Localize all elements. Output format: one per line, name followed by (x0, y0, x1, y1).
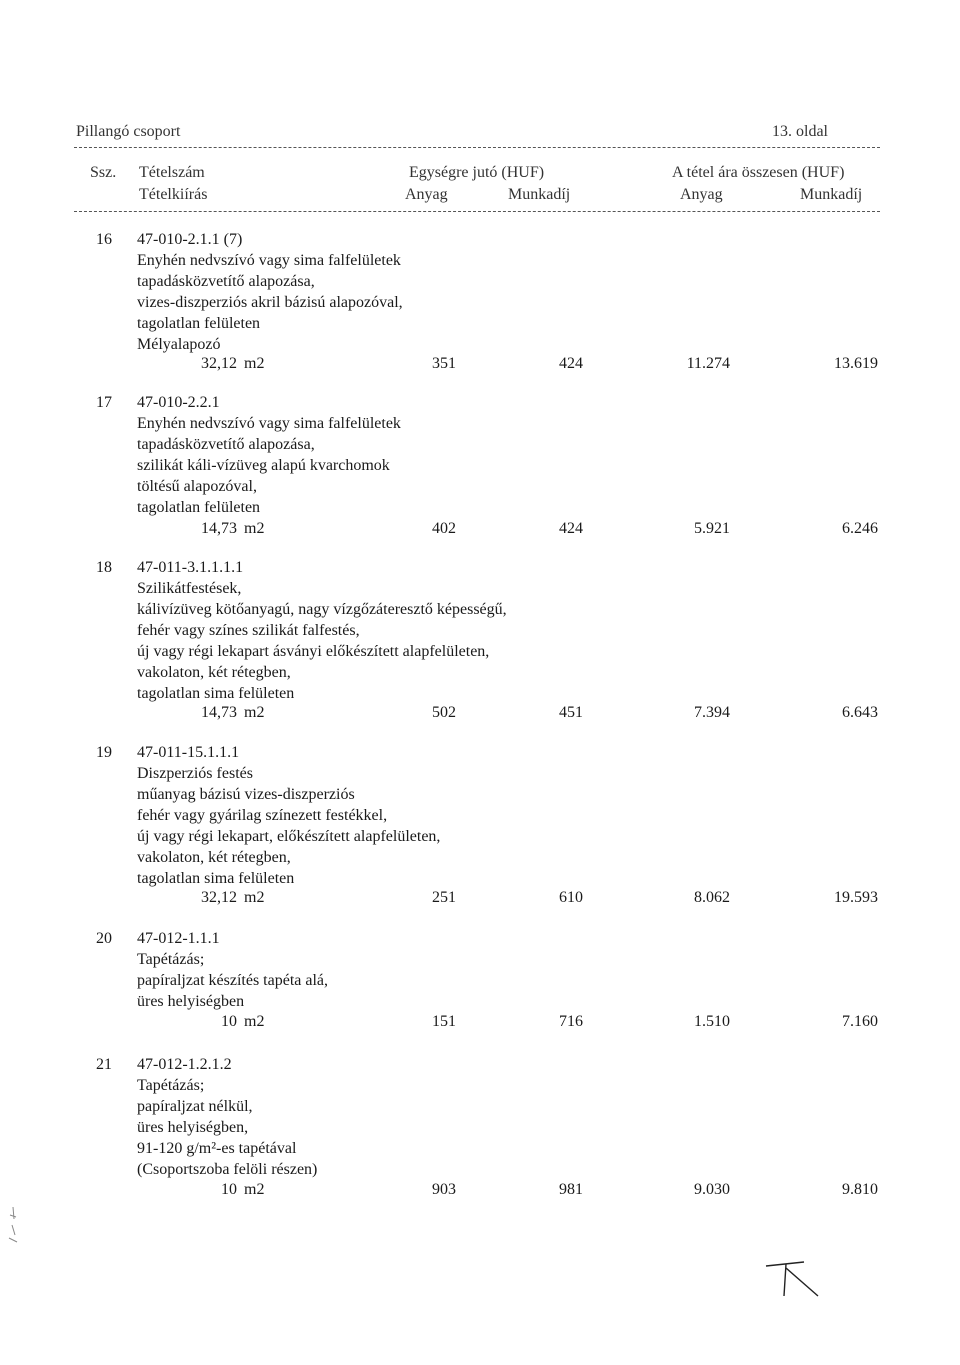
col-unit-price-header: Egységre jutó (HUF) (409, 164, 545, 181)
desc-line: kálivízüveg kötőanyagú, nagy vízgőzáteresztő képességű, (137, 601, 507, 618)
desc-line: új vagy régi lekapart ásványi előkészített alapfelületen, (137, 643, 490, 660)
unit-labor-price: 451 (559, 704, 583, 721)
desc-line: Tapétázás; (137, 951, 205, 968)
col-total-header: A tétel ára összesen (HUF) (672, 164, 845, 181)
quantity-value: 14,73 (201, 704, 237, 721)
quantity-value: 10 (221, 1013, 237, 1030)
col-code-header: Tételszám (139, 164, 205, 181)
desc-line: Szilikátfestések, (137, 580, 242, 597)
desc-line: vizes-diszperziós akril bázisú alapozóval, (137, 294, 403, 311)
total-material-price: 11.274 (686, 355, 730, 372)
desc-line: új vagy régi lekapart, előkészített alapfelületen, (137, 828, 441, 845)
scan-margin-mark (6, 1205, 20, 1245)
header-rule-bottom (74, 211, 880, 212)
item-description (137, 1075, 317, 1180)
total-material-price: 5.921 (694, 520, 730, 537)
col-no-header: Ssz. (90, 164, 117, 181)
desc-line: vakolaton, két rétegben, (137, 849, 291, 866)
total-labor-price: 6.246 (842, 520, 878, 537)
item-number: 20 (96, 930, 112, 947)
total-labor-price: 7.160 (842, 1013, 878, 1030)
desc-line: tagolatlan sima felületen (137, 870, 295, 887)
total-material-price: 8.062 (694, 889, 730, 906)
total-labor-price: 13.619 (834, 355, 878, 372)
quantity-unit: m2 (244, 889, 265, 906)
desc-line: tagolatlan sima felületen (137, 685, 295, 702)
unit-labor-price: 424 (559, 355, 583, 372)
total-material-price: 7.394 (694, 704, 730, 721)
desc-line: fehér vagy gyárilag színezett festékkel, (137, 807, 388, 824)
quantity-unit: m2 (244, 355, 265, 372)
quantity-unit: m2 (244, 704, 265, 721)
group-name: Pillangó csoport (76, 123, 181, 140)
unit-material-price: 151 (432, 1013, 456, 1030)
desc-line: Tapétázás; (137, 1077, 205, 1094)
item-code: 47-011-3.1.1.1.1 (137, 559, 244, 576)
desc-line: vakolaton, két rétegben, (137, 664, 291, 681)
desc-line: tapadásközvetítő alapozása, (137, 436, 315, 453)
total-material-price: 1.510 (694, 1013, 730, 1030)
total-labor-price: 6.643 (842, 704, 878, 721)
item-code: 47-010-2.2.1 (137, 394, 220, 411)
unit-labor-price: 610 (559, 889, 583, 906)
header-rule-top (74, 147, 880, 148)
col-total-labor-header: Munkadíj (800, 186, 863, 203)
desc-line: üres helyiségben, (137, 1119, 249, 1136)
unit-material-price: 251 (432, 889, 456, 906)
desc-line: Diszperziós festés (137, 765, 253, 782)
item-number: 18 (96, 559, 112, 576)
unit-labor-price: 716 (559, 1013, 583, 1030)
quantity-value: 32,12 (201, 889, 237, 906)
unit-material-price: 351 (432, 355, 456, 372)
desc-line: tapadásközvetítő alapozása, (137, 273, 315, 290)
quantity-unit: m2 (244, 1181, 265, 1198)
item-number: 19 (96, 744, 112, 761)
desc-line: töltésű alapozóval, (137, 478, 257, 495)
item-description (137, 763, 440, 889)
item-code: 47-010-2.1.1 (7) (137, 231, 243, 248)
item-code: 47-012-1.2.1.2 (137, 1056, 232, 1073)
desc-line: papíraljzat nélkül, (137, 1098, 253, 1115)
desc-line: tagolatlan felületen (137, 315, 261, 332)
item-description (137, 578, 507, 704)
item-number: 16 (96, 231, 112, 248)
desc-line: szilikát káli-vízüveg alapú kvarchomok (137, 457, 390, 474)
quantity-value: 10 (221, 1181, 237, 1198)
total-labor-price: 19.593 (834, 889, 878, 906)
desc-line: műanyag bázisú vizes-diszperziós (137, 786, 355, 803)
desc-line: Enyhén nedvszívó vagy sima falfelületek (137, 252, 401, 269)
total-labor-price: 9.810 (842, 1181, 878, 1198)
item-description (137, 949, 328, 1012)
desc-line: tagolatlan felületen (137, 499, 261, 516)
desc-line: Mélyalapozó (137, 336, 221, 353)
col-unit-labor-header: Munkadíj (508, 186, 571, 203)
desc-line: papíraljzat készítés tapéta alá, (137, 972, 329, 989)
col-unit-material-header: Anyag (405, 186, 448, 203)
unit-labor-price: 424 (559, 520, 583, 537)
col-desc-header: Tételkiírás (139, 186, 208, 203)
desc-line: Enyhén nedvszívó vagy sima falfelületek (137, 415, 401, 432)
quantity-value: 32,12 (201, 355, 237, 372)
unit-labor-price: 981 (559, 1181, 583, 1198)
desc-line: 91-120 g/m²-es tapétával (137, 1140, 297, 1157)
item-description (137, 250, 403, 355)
total-material-price: 9.030 (694, 1181, 730, 1198)
desc-line: fehér vagy színes szilikát falfestés, (137, 622, 360, 639)
item-code: 47-011-15.1.1.1 (137, 744, 240, 761)
page-number: 13. oldal (772, 123, 828, 140)
quantity-unit: m2 (244, 520, 265, 537)
col-total-material-header: Anyag (680, 186, 723, 203)
item-number: 17 (96, 394, 112, 411)
desc-line: üres helyiségben (137, 993, 245, 1010)
item-description (137, 413, 401, 518)
desc-line: (Csoportszoba felöli részen) (137, 1161, 318, 1178)
quantity-unit: m2 (244, 1013, 265, 1030)
quantity-value: 14,73 (201, 520, 237, 537)
item-number: 21 (96, 1056, 112, 1073)
unit-material-price: 402 (432, 520, 456, 537)
unit-material-price: 502 (432, 704, 456, 721)
handwritten-initial-mark (764, 1258, 824, 1300)
unit-material-price: 903 (432, 1181, 456, 1198)
item-code: 47-012-1.1.1 (137, 930, 220, 947)
